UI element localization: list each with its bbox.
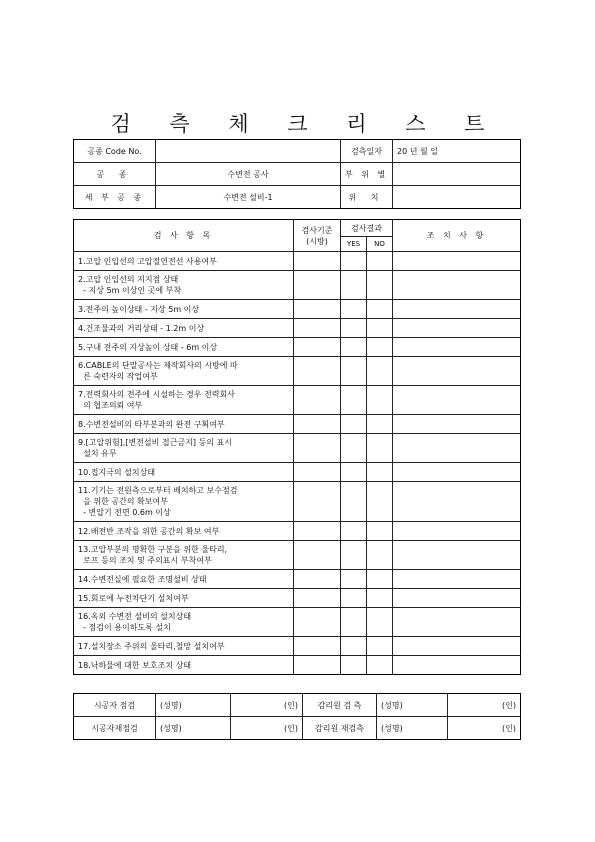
checklist-row [74, 608, 521, 637]
yes-cell[interactable] [341, 252, 367, 271]
checklist-row [74, 656, 521, 675]
criteria-cell[interactable] [294, 386, 341, 415]
checklist-item-line: 의 협조의뢰 여부 [78, 401, 143, 410]
loc-value-field[interactable] [393, 186, 521, 209]
yes-cell[interactable] [341, 415, 367, 434]
checklist-item-line: 12.배전반 조작을 위한 공간의 확보 여부 [78, 526, 220, 536]
checklist-row [74, 300, 521, 319]
action-cell[interactable] [393, 434, 521, 463]
checklist-row [74, 271, 521, 300]
yes-cell[interactable] [341, 357, 367, 386]
checklist-item [74, 589, 294, 608]
checklist-item-line: 13.고압부분의 명확한 구분을 위한 울타리, [78, 545, 228, 554]
action-cell[interactable] [393, 482, 521, 522]
action-cell[interactable] [393, 608, 521, 637]
checklist-row [74, 338, 521, 357]
signature-table [73, 693, 521, 740]
supervisor-name-field[interactable]: (성명) [377, 694, 448, 717]
checklist-item [74, 319, 294, 338]
code-value-field[interactable] [156, 140, 341, 163]
checklist-item-line: - 변압기 전면 0.6m 이상 [78, 508, 171, 517]
checklist-row [74, 637, 521, 656]
dept-label: 부 위 별 [341, 163, 393, 186]
no-cell[interactable] [367, 300, 393, 319]
checklist-item-line: 2.고압 인입선의 지지점 상태 [78, 275, 179, 284]
checklist-item [74, 656, 294, 675]
criteria-cell[interactable] [294, 608, 341, 637]
action-cell[interactable] [393, 522, 521, 541]
yes-cell[interactable] [341, 541, 367, 570]
no-cell[interactable] [367, 656, 393, 675]
action-cell[interactable] [393, 271, 521, 300]
criteria-cell[interactable] [294, 570, 341, 589]
action-cell[interactable] [393, 541, 521, 570]
no-cell[interactable] [367, 319, 393, 338]
dept-value-field[interactable] [393, 163, 521, 186]
checklist-item-line: 18.낙하물에 대한 보호조치 상태 [78, 660, 192, 670]
yes-cell[interactable] [341, 319, 367, 338]
checklist-row [74, 463, 521, 482]
checklist-row [74, 482, 521, 522]
no-cell[interactable] [367, 608, 393, 637]
checklist-item-line: 4.건조물과의 거리상태 - 1.2m 이상 [78, 323, 205, 333]
no-cell[interactable] [367, 589, 393, 608]
contractor-check-label: 시공자 점검 [74, 694, 156, 717]
action-cell[interactable] [393, 637, 521, 656]
criteria-cell[interactable] [294, 589, 341, 608]
info-table [73, 139, 521, 209]
yes-cell[interactable] [341, 522, 367, 541]
checklist-item-line: 14.수변전실에 필요한 조명설비 상태 [78, 574, 207, 584]
checklist-row [74, 541, 521, 570]
checklist-item [74, 463, 294, 482]
checklist-item [74, 434, 294, 463]
no-cell[interactable] [367, 386, 393, 415]
criteria-cell[interactable] [294, 415, 341, 434]
checklist-item-line: 10.접지극의 설치상태 [78, 467, 156, 477]
date-value-field[interactable]: 20 년 월 일 [393, 140, 521, 163]
checklist-item [74, 522, 294, 541]
checklist-item-line: 17.설치장소 주위의 울타리,철망 설치여부 [78, 641, 225, 651]
action-cell[interactable] [393, 656, 521, 675]
checklist-item [74, 637, 294, 656]
work-label: 공 종 [74, 163, 156, 186]
checklist-row [74, 570, 521, 589]
checklist-item [74, 608, 294, 637]
checklist-item-line: 3.전주의 높이상태 - 지상 5m 이상 [78, 304, 200, 314]
action-cell[interactable] [393, 589, 521, 608]
checklist-item-line: 15.회로에 누전차단기 설치여부 [78, 593, 189, 603]
no-cell[interactable] [367, 357, 393, 386]
contractor-seal-field[interactable]: (인) [231, 694, 303, 717]
criteria-cell[interactable] [294, 271, 341, 300]
action-cell[interactable] [393, 300, 521, 319]
yes-cell[interactable] [341, 463, 367, 482]
checklist-row [74, 415, 521, 434]
item-header: 검 사 항 목 [74, 220, 294, 252]
checklist-item [74, 482, 294, 522]
action-cell[interactable] [393, 357, 521, 386]
yes-cell[interactable] [341, 656, 367, 675]
checklist-item [74, 415, 294, 434]
criteria-cell[interactable] [294, 338, 341, 357]
yes-cell[interactable] [341, 300, 367, 319]
no-cell[interactable] [367, 434, 393, 463]
checklist-row [74, 252, 521, 271]
checklist-item-line: 7.전력회사의 전주에 시설하는 경우 전력회사 [78, 390, 235, 399]
checklist-item-line: 6.CABLE의 단말공사는 제작회사의 시방에 따 [78, 361, 238, 370]
no-cell[interactable] [367, 252, 393, 271]
yes-cell[interactable] [341, 589, 367, 608]
checklist-item-line: 8.수변전설비의 타부분과의 완전 구획여부 [78, 419, 225, 429]
contractor-recheck-seal-field[interactable]: (인) [231, 717, 303, 740]
checklist-item [74, 570, 294, 589]
supervisor-recheck-name-field[interactable]: (성명) [377, 717, 448, 740]
yes-cell[interactable] [341, 434, 367, 463]
no-cell[interactable] [367, 570, 393, 589]
checklist-item-line: 른 숙련자의 작업여부 [78, 372, 158, 381]
yes-cell[interactable] [341, 482, 367, 522]
criteria-cell[interactable] [294, 434, 341, 463]
checklist-row [74, 319, 521, 338]
criteria-cell[interactable] [294, 357, 341, 386]
action-cell[interactable] [393, 252, 521, 271]
date-label: 검측일자 [341, 140, 393, 163]
criteria-cell[interactable] [294, 300, 341, 319]
checklist-item-line: 1.고압 인입선의 고압절연전선 사용여부 [78, 256, 217, 266]
contractor-recheck-name-field[interactable]: (성명) [156, 717, 231, 740]
checklist-row [74, 386, 521, 415]
detail-label: 세 부 공 종 [74, 186, 156, 209]
criteria-cell[interactable] [294, 522, 341, 541]
no-cell[interactable] [367, 637, 393, 656]
checklist-item-line: - 지상 5m 이상인 곳에 부착 [78, 286, 182, 295]
checklist-row [74, 522, 521, 541]
no-cell[interactable] [367, 482, 393, 522]
no-cell[interactable] [367, 415, 393, 434]
checklist-item-line: 9.[고압위험],[변전설비 접근금지] 등의 표시 [78, 438, 232, 447]
checklist-item [74, 271, 294, 300]
action-cell[interactable] [393, 386, 521, 415]
no-cell[interactable] [367, 522, 393, 541]
detail-value: 수변전 설비-1 [156, 186, 341, 209]
action-cell[interactable] [393, 415, 521, 434]
checklist-item-line: 설치 유무 [78, 449, 117, 458]
supervisor-recheck-label: 감리원 재검측 [303, 717, 377, 740]
no-cell[interactable] [367, 271, 393, 300]
criteria-cell[interactable] [294, 637, 341, 656]
checklist-item [74, 338, 294, 357]
yes-cell[interactable] [341, 637, 367, 656]
yes-cell[interactable] [341, 271, 367, 300]
criteria-cell[interactable] [294, 482, 341, 522]
action-header: 조 치 사 항 [393, 220, 521, 252]
no-cell[interactable] [367, 338, 393, 357]
no-cell[interactable] [367, 541, 393, 570]
page-title: 검 측 체 크 리 스 트 [110, 112, 501, 136]
loc-label: 위 치 [341, 186, 393, 209]
checklist-item-line: - 점검이 용이하도록 설치 [78, 623, 171, 632]
criteria-cell[interactable] [294, 656, 341, 675]
code-label: 공종 Code No. [74, 140, 156, 163]
supervisor-check-label: 감리원 검 측 [303, 694, 377, 717]
criteria-cell[interactable] [294, 252, 341, 271]
yes-cell[interactable] [341, 386, 367, 415]
criteria-cell[interactable] [294, 541, 341, 570]
action-cell[interactable] [393, 463, 521, 482]
criteria-cell[interactable] [294, 319, 341, 338]
checklist-item [74, 386, 294, 415]
action-cell[interactable] [393, 570, 521, 589]
yes-cell[interactable] [341, 338, 367, 357]
checklist-item [74, 300, 294, 319]
checklist-item-line: 16.옥외 수변전 설비의 설치상태 [78, 612, 192, 621]
action-cell[interactable] [393, 319, 521, 338]
supervisor-seal-field[interactable]: (인) [448, 694, 521, 717]
supervisor-recheck-seal-field[interactable]: (인) [448, 717, 521, 740]
checklist-row [74, 357, 521, 386]
yes-header: YES [341, 237, 367, 252]
action-cell[interactable] [393, 338, 521, 357]
checklist-item [74, 357, 294, 386]
checklist-item-line: 로프 등의 조치 및 주의표시 부착여부 [78, 556, 212, 565]
checklist-item-line: 5.구내 전주의 지상높이 상태 - 6m 이상 [78, 342, 218, 352]
no-header: NO [367, 237, 393, 252]
checklist-table [73, 219, 521, 675]
contractor-recheck-label: 시공자재점검 [74, 717, 156, 740]
checklist-item [74, 252, 294, 271]
yes-cell[interactable] [341, 608, 367, 637]
checklist-item [74, 541, 294, 570]
no-cell[interactable] [367, 463, 393, 482]
contractor-name-field[interactable]: (성명) [156, 694, 231, 717]
checklist-row [74, 434, 521, 463]
yes-cell[interactable] [341, 570, 367, 589]
work-value: 수변전 공사 [156, 163, 341, 186]
checklist-item-line: 11.기기는 전원측으로부터 배치하고 보수점검 [78, 486, 238, 495]
result-header: 검사결과 [341, 220, 393, 237]
checklist-item-line: 을 위한 공간의 확보여부 [78, 497, 168, 506]
criteria-header: 검사기준 (시방) [294, 220, 341, 252]
checklist-row [74, 589, 521, 608]
criteria-cell[interactable] [294, 463, 341, 482]
